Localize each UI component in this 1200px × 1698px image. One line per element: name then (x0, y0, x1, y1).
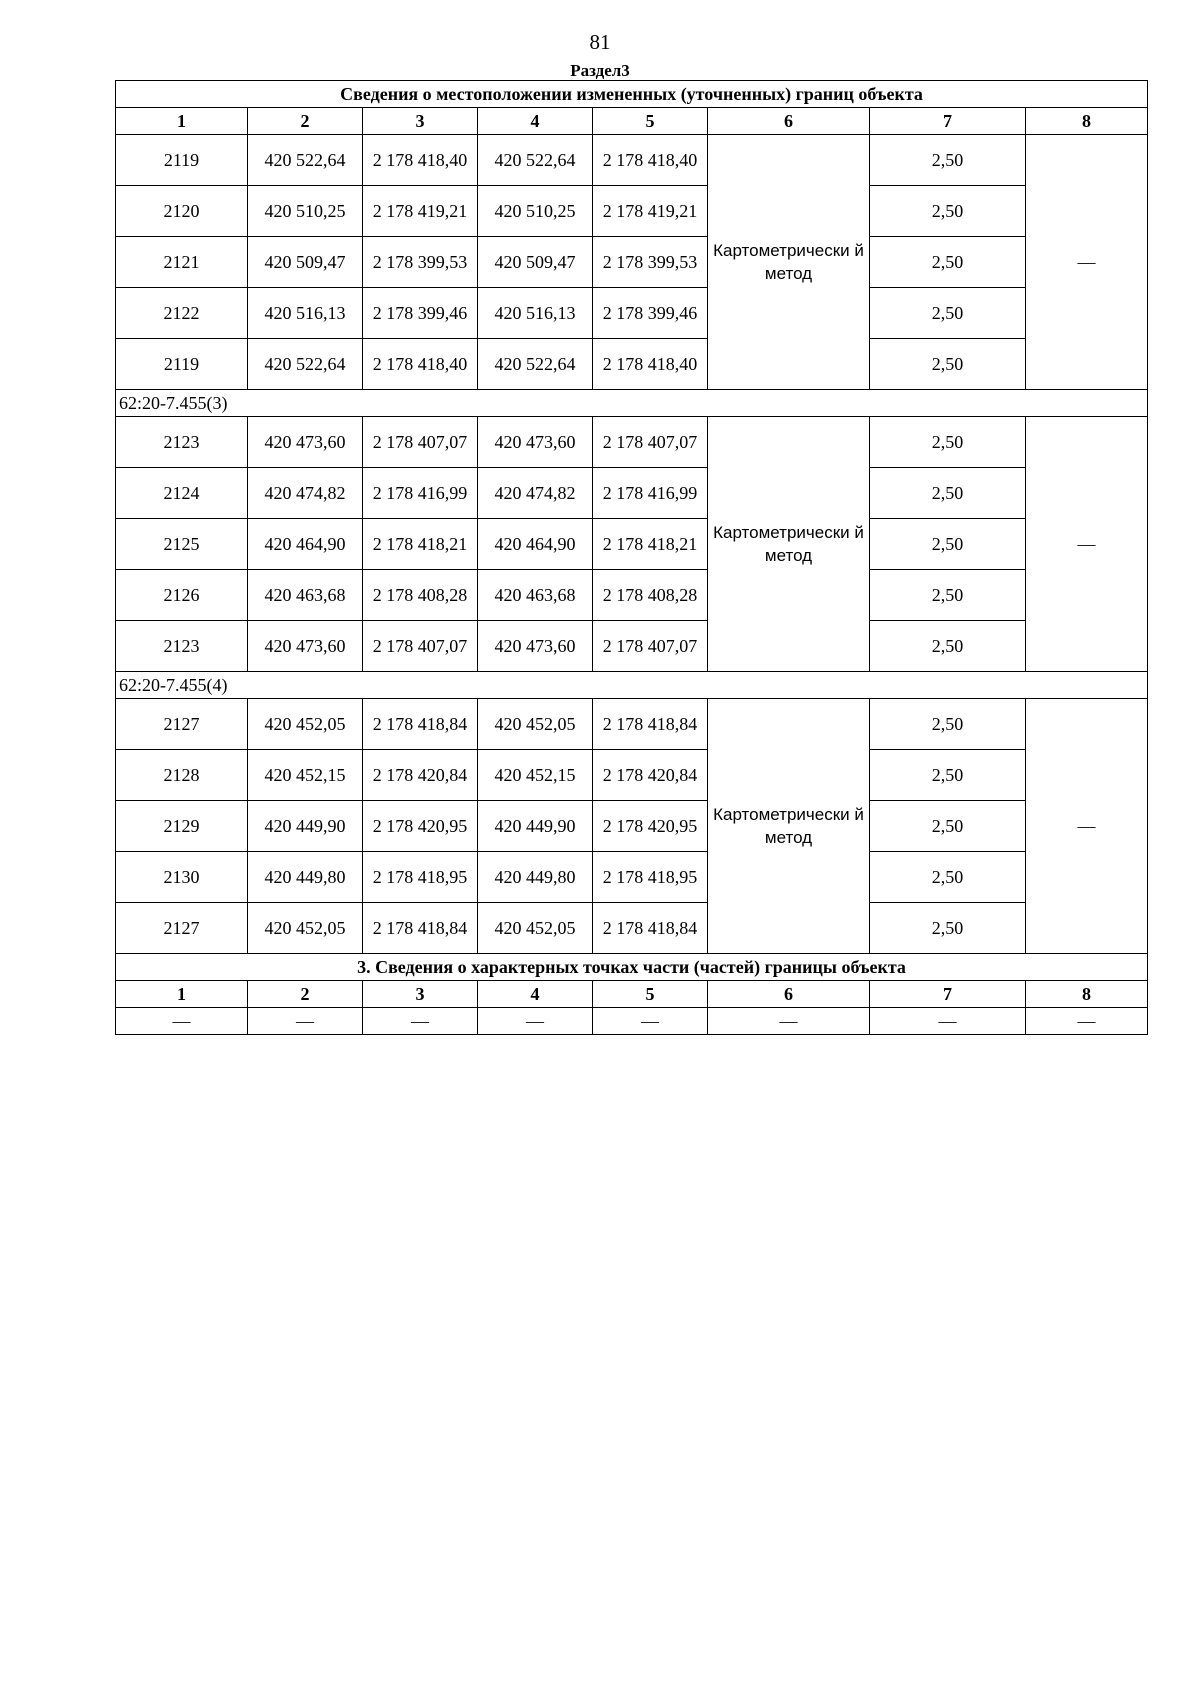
y-coordinate-new: 2 178 407,07 (593, 417, 708, 468)
column-header: 2 (248, 108, 363, 135)
x-coordinate-old: 420 449,90 (248, 801, 363, 852)
y-coordinate-new: 2 178 399,53 (593, 237, 708, 288)
y-coordinate-new: 2 178 420,95 (593, 801, 708, 852)
x-coordinate-new: 420 452,15 (478, 750, 593, 801)
x-coordinate-old: 420 516,13 (248, 288, 363, 339)
x-coordinate-new: 420 452,05 (478, 699, 593, 750)
accuracy-value: 2,50 (870, 288, 1026, 339)
accuracy-value: 2,50 (870, 570, 1026, 621)
accuracy-value: 2,50 (870, 903, 1026, 954)
y-coordinate-new: 2 178 419,21 (593, 186, 708, 237)
table-row (116, 903, 1148, 954)
group-label: 62:20-7.455(4) (116, 672, 1148, 699)
x-coordinate-old: 420 509,47 (248, 237, 363, 288)
part-column-header: 7 (870, 981, 1026, 1008)
x-coordinate-old: 420 449,80 (248, 852, 363, 903)
x-coordinate-new: 420 473,60 (478, 621, 593, 672)
x-coordinate-new: 420 522,64 (478, 339, 593, 390)
column-header: 6 (708, 108, 870, 135)
point-number: 2119 (116, 339, 248, 390)
group-label-row (116, 390, 1148, 417)
table-row (116, 801, 1148, 852)
point-number: 2127 (116, 699, 248, 750)
table-row (116, 417, 1148, 468)
accuracy-value: 2,50 (870, 237, 1026, 288)
table-row (116, 699, 1148, 750)
part-column-header: 3 (363, 981, 478, 1008)
part-cell: — (363, 1008, 478, 1035)
x-coordinate-old: 420 452,05 (248, 903, 363, 954)
x-coordinate-new: 420 473,60 (478, 417, 593, 468)
table-row (116, 519, 1148, 570)
part-cell: — (478, 1008, 593, 1035)
part-column-header: 2 (248, 981, 363, 1008)
y-coordinate-new: 2 178 408,28 (593, 570, 708, 621)
x-coordinate-new: 420 474,82 (478, 468, 593, 519)
point-number: 2123 (116, 417, 248, 468)
accuracy-value: 2,50 (870, 339, 1026, 390)
table-row (116, 750, 1148, 801)
part-column-header: 1 (116, 981, 248, 1008)
note-cell: — (1026, 417, 1148, 672)
part-section-title: 3. Сведения о характерных точках части (частей) границы объекта (116, 954, 1148, 981)
y-coordinate-new: 2 178 418,84 (593, 903, 708, 954)
y-coordinate-old: 2 178 420,84 (363, 750, 478, 801)
method-cell: Картометрически й метод (708, 699, 870, 954)
y-coordinate-new: 2 178 418,95 (593, 852, 708, 903)
part-cell: — (593, 1008, 708, 1035)
y-coordinate-old: 2 178 407,07 (363, 621, 478, 672)
column-header: 1 (116, 108, 248, 135)
table-row (116, 852, 1148, 903)
y-coordinate-new: 2 178 420,84 (593, 750, 708, 801)
part-cell: — (708, 1008, 870, 1035)
note-cell: — (1026, 135, 1148, 390)
x-coordinate-new: 420 452,05 (478, 903, 593, 954)
y-coordinate-old: 2 178 418,95 (363, 852, 478, 903)
y-coordinate-old: 2 178 418,84 (363, 699, 478, 750)
point-number: 2124 (116, 468, 248, 519)
part-column-header: 4 (478, 981, 593, 1008)
table-row (116, 468, 1148, 519)
accuracy-value: 2,50 (870, 519, 1026, 570)
point-number: 2123 (116, 621, 248, 672)
accuracy-value: 2,50 (870, 852, 1026, 903)
y-coordinate-new: 2 178 418,40 (593, 135, 708, 186)
y-coordinate-new: 2 178 418,21 (593, 519, 708, 570)
y-coordinate-old: 2 178 418,40 (363, 135, 478, 186)
method-cell: Картометрически й метод (708, 417, 870, 672)
accuracy-value: 2,50 (870, 135, 1026, 186)
x-coordinate-old: 420 474,82 (248, 468, 363, 519)
x-coordinate-old: 420 522,64 (248, 135, 363, 186)
column-header: 7 (870, 108, 1026, 135)
x-coordinate-new: 420 510,25 (478, 186, 593, 237)
point-number: 2120 (116, 186, 248, 237)
y-coordinate-old: 2 178 399,46 (363, 288, 478, 339)
x-coordinate-old: 420 522,64 (248, 339, 363, 390)
part-column-header: 8 (1026, 981, 1148, 1008)
x-coordinate-new: 420 463,68 (478, 570, 593, 621)
x-coordinate-new: 420 516,13 (478, 288, 593, 339)
x-coordinate-new: 420 509,47 (478, 237, 593, 288)
x-coordinate-new: 420 449,80 (478, 852, 593, 903)
x-coordinate-new: 420 449,90 (478, 801, 593, 852)
accuracy-value: 2,50 (870, 621, 1026, 672)
table-row (116, 621, 1148, 672)
table-row (116, 237, 1148, 288)
table-row (116, 288, 1148, 339)
y-coordinate-old: 2 178 419,21 (363, 186, 478, 237)
x-coordinate-old: 420 510,25 (248, 186, 363, 237)
point-number: 2119 (116, 135, 248, 186)
group-label: 62:20-7.455(3) (116, 390, 1148, 417)
part-column-header: 6 (708, 981, 870, 1008)
x-coordinate-old: 420 452,15 (248, 750, 363, 801)
y-coordinate-new: 2 178 418,84 (593, 699, 708, 750)
column-header: 5 (593, 108, 708, 135)
boundary-table (115, 80, 1148, 1035)
point-number: 2127 (116, 903, 248, 954)
part-row (116, 1008, 1148, 1035)
point-number: 2121 (116, 237, 248, 288)
y-coordinate-old: 2 178 418,84 (363, 903, 478, 954)
x-coordinate-old: 420 464,90 (248, 519, 363, 570)
point-number: 2125 (116, 519, 248, 570)
point-number: 2129 (116, 801, 248, 852)
x-coordinate-old: 420 473,60 (248, 621, 363, 672)
group-label-row (116, 672, 1148, 699)
accuracy-value: 2,50 (870, 468, 1026, 519)
point-number: 2130 (116, 852, 248, 903)
part-header-row (116, 981, 1148, 1008)
table-row (116, 186, 1148, 237)
accuracy-value: 2,50 (870, 699, 1026, 750)
y-coordinate-new: 2 178 418,40 (593, 339, 708, 390)
point-number: 2122 (116, 288, 248, 339)
accuracy-value: 2,50 (870, 186, 1026, 237)
section-label: Раздел3 (570, 61, 630, 80)
column-header-row (116, 108, 1148, 135)
accuracy-value: 2,50 (870, 801, 1026, 852)
column-header: 3 (363, 108, 478, 135)
y-coordinate-old: 2 178 418,21 (363, 519, 478, 570)
table-row (116, 339, 1148, 390)
part-section-title-row (116, 954, 1148, 981)
page-number: 81 (589, 30, 611, 54)
accuracy-value: 2,50 (870, 417, 1026, 468)
y-coordinate-old: 2 178 407,07 (363, 417, 478, 468)
y-coordinate-new: 2 178 416,99 (593, 468, 708, 519)
part-column-header: 5 (593, 981, 708, 1008)
part-cell: — (1026, 1008, 1148, 1035)
x-coordinate-old: 420 452,05 (248, 699, 363, 750)
point-number: 2126 (116, 570, 248, 621)
point-number: 2128 (116, 750, 248, 801)
part-cell: — (870, 1008, 1026, 1035)
x-coordinate-old: 420 473,60 (248, 417, 363, 468)
y-coordinate-old: 2 178 416,99 (363, 468, 478, 519)
x-coordinate-old: 420 463,68 (248, 570, 363, 621)
y-coordinate-new: 2 178 399,46 (593, 288, 708, 339)
note-cell: — (1026, 699, 1148, 954)
column-header: 8 (1026, 108, 1148, 135)
y-coordinate-new: 2 178 407,07 (593, 621, 708, 672)
y-coordinate-old: 2 178 420,95 (363, 801, 478, 852)
y-coordinate-old: 2 178 399,53 (363, 237, 478, 288)
y-coordinate-old: 2 178 418,40 (363, 339, 478, 390)
table-row (116, 135, 1148, 186)
table-row (116, 570, 1148, 621)
part-cell: — (116, 1008, 248, 1035)
x-coordinate-new: 420 522,64 (478, 135, 593, 186)
column-header: 4 (478, 108, 593, 135)
method-cell: Картометрически й метод (708, 135, 870, 390)
y-coordinate-old: 2 178 408,28 (363, 570, 478, 621)
part-cell: — (248, 1008, 363, 1035)
table-title-row (116, 81, 1148, 108)
x-coordinate-new: 420 464,90 (478, 519, 593, 570)
accuracy-value: 2,50 (870, 750, 1026, 801)
table-title: Сведения о местоположении измененных (уточненных) границ объекта (116, 81, 1148, 108)
